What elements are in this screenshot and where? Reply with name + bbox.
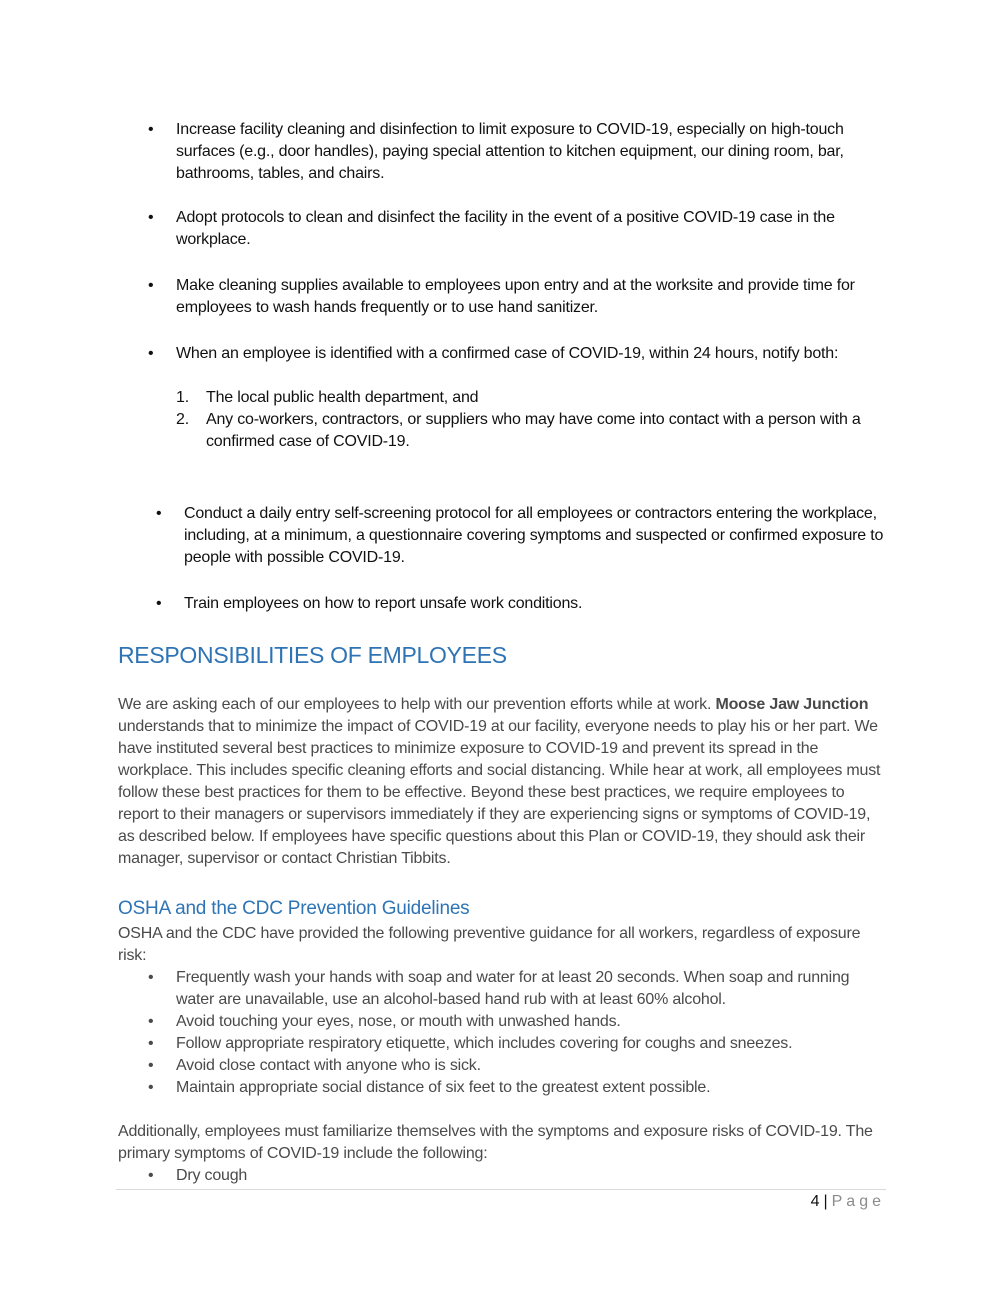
list-item: • Increase facility cleaning and disinfection to limit exposure to COVID-19, especially on high-touch surfaces (e.g., door handles), paying special attention to kitchen equipment, our dining room, bar, bathrooms, tables, and chairs. <box>148 121 844 182</box>
footer-separator: | <box>823 1193 828 1210</box>
bullet-icon: • <box>156 595 162 612</box>
symptoms-list <box>118 1165 888 1187</box>
bullet-icon: • <box>148 1013 154 1030</box>
employer-bullet-list <box>118 119 888 453</box>
page-number: 4 <box>810 1193 820 1210</box>
list-item: • Train employees on how to report unsafe work conditions. <box>118 593 888 615</box>
page-label: Page <box>831 1193 885 1210</box>
bullet-icon: • <box>148 1079 154 1096</box>
list-item: • Maintain appropriate social distance of six feet to the greatest extent possible. <box>118 1077 888 1099</box>
section-heading: RESPONSIBILITIES OF EMPLOYEES <box>118 642 507 668</box>
company-name: Moose Jaw Junction <box>715 696 869 713</box>
bullet-icon: • <box>148 969 154 986</box>
bullet-icon: • <box>148 1057 154 1074</box>
list-item: • Follow appropriate respiratory etiquette, which includes covering for coughs and sneezes. <box>118 1033 888 1055</box>
employer-bullet-list-2 <box>118 503 888 615</box>
list-item: • Adopt protocols to clean and disinfect the facility in the event of a positive COVID-19 case in the workplace. <box>148 209 835 248</box>
osha-bullet-list <box>118 967 888 1099</box>
subheading: OSHA and the CDC Prevention Guidelines <box>118 898 470 919</box>
bullet-icon: • <box>148 1167 154 1184</box>
bullet-icon: • <box>156 505 162 522</box>
numbered-item: 2. Any co-workers, contractors, or suppliers who may have come into contact with a person with a confirmed case of COVID-19. <box>176 411 861 450</box>
bullet-icon: • <box>148 345 154 362</box>
osha-intro: OSHA and the CDC have provided the following preventive guidance for all workers, regardless of exposure risk: <box>118 925 861 964</box>
bullet-icon: • <box>148 121 154 138</box>
list-item: • Avoid close contact with anyone who is sick. <box>118 1055 888 1077</box>
bullet-icon: • <box>148 209 154 226</box>
bullet-icon: • <box>148 1035 154 1052</box>
symptoms-intro: Additionally, employees must familiarize themselves with the symptoms and exposure risks of COVID-19. The primary symptoms of COVID-19 include the following: <box>118 1123 873 1162</box>
page-footer <box>811 1193 885 1211</box>
list-item: • Avoid touching your eyes, nose, or mouth with unwashed hands. <box>118 1011 888 1033</box>
list-item: • Make cleaning supplies available to employees upon entry and at the worksite and provide time for employees to wash hands frequently or to use hand sanitizer. <box>148 277 855 316</box>
list-item: • When an employee is identified with a confirmed case of COVID-19, within 24 hours, notify both: <box>118 343 888 365</box>
list-item: • Frequently wash your hands with soap and water for at least 20 seconds. When soap and running water are unavailable, use an alcohol-based hand rub with at least 60% alcohol. <box>148 969 850 1008</box>
list-item: • Dry cough <box>118 1165 888 1187</box>
responsibilities-paragraph: We are asking each of our employees to help with our prevention efforts while at work. Moose Jaw Junction understands that to minimize the impact of COVID-19 at our facility, everyone needs to play his or her part. We have instituted several best practices to minimize exposure to COVID-19 and prevent its spread in the workplace. This includes specific cleaning efforts and social distancing. While hear at work, all employees must follow these best practices for them to be effective. Beyond these best practices, we require employees to report to their managers or supervisors immediately if they are experiencing signs or symptoms of COVID-19, as described below. If employees have specific questions about this Plan or COVID-19, they should ask their manager, supervisor or contact Christian Tibbits. <box>118 696 881 867</box>
bullet-icon: • <box>148 277 154 294</box>
footer-divider <box>116 1189 886 1190</box>
numbered-item: 1. The local public health department, and <box>176 389 479 406</box>
list-item: • Conduct a daily entry self-screening protocol for all employees or contractors entering the workplace, including, at a minimum, a questionnaire covering symptoms and suspected or confirmed exposure to people with possible COVID-19. <box>156 505 884 566</box>
